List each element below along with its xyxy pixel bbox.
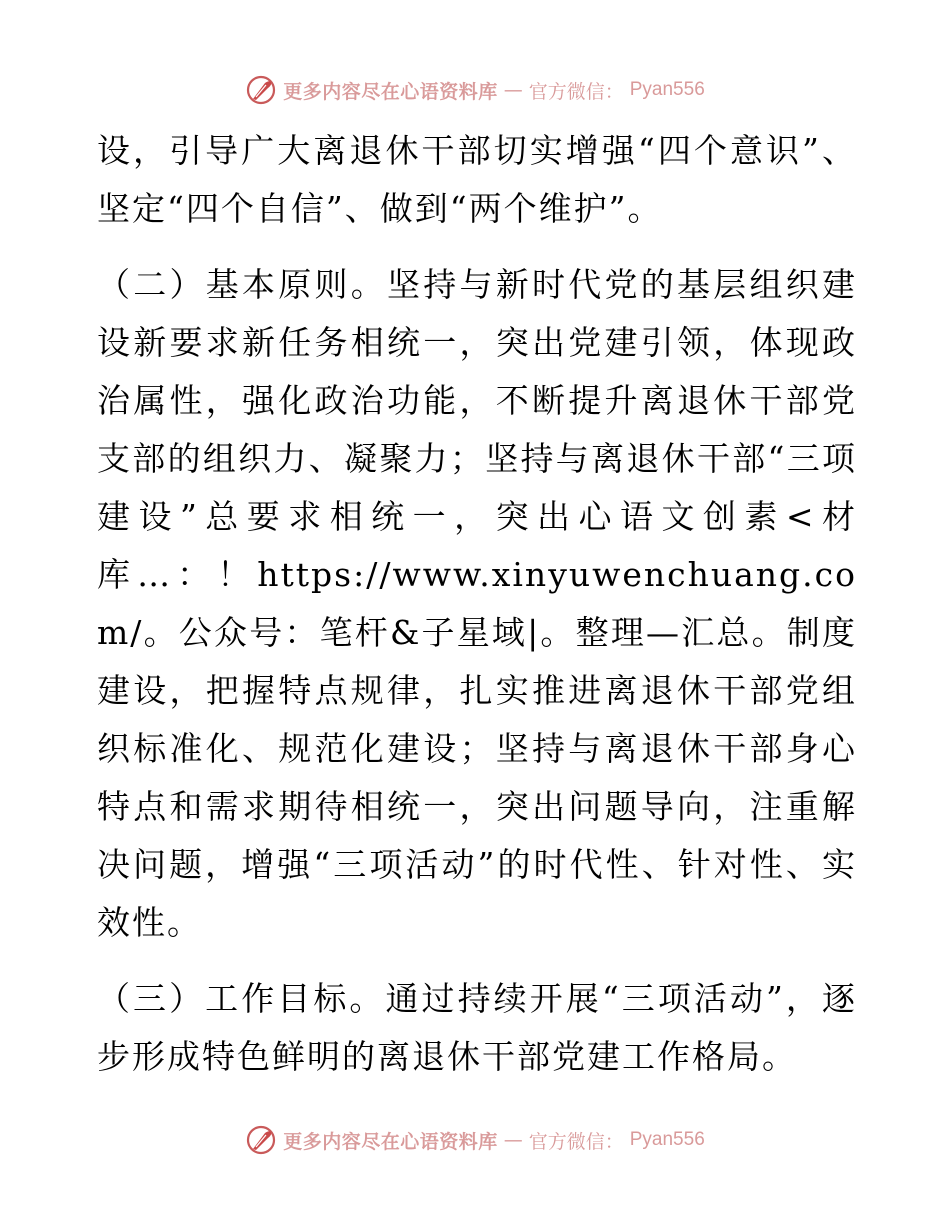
header-watermark bbox=[0, 70, 950, 110]
watermark-separator: — bbox=[503, 1129, 523, 1151]
quill-pen-circle-icon bbox=[245, 1124, 277, 1156]
paragraph-continuation: 设，引导广大离退休干部切实增强“四个意识”、坚定“四个自信”、做到“两个维护”。 bbox=[97, 131, 857, 228]
watermark-wechat-id: Pyan556 bbox=[629, 79, 705, 100]
watermark-brand-text: 更多内容尽在心语资料库 bbox=[283, 80, 498, 103]
document-body bbox=[97, 122, 857, 1086]
quill-pen-circle-icon bbox=[245, 74, 277, 106]
footer-watermark bbox=[0, 1120, 950, 1160]
watermark-wechat-label: 官方微信： bbox=[528, 80, 624, 103]
paragraph-basic-principles: （二）基本原则。坚持与新时代党的基层组织建设新要求新任务相统一，突出党建引领，体现政治属性，强化政治功能，不断提升离退休干部党支部的组织力、凝聚力；坚持与离退休干部“三项建设”总要求相统一，突出心语文创素<材库…：！https://www.xinyuwenchuang.com/。公众号：笔杆&子星域|。整理—汇总。制度建设，把握特点规律，扎实推进离退休干部党组织标准化、规范化建设；坚持与离退休干部身心特点和需求期待相统一，突出问题导向，注重解决问题，增强“三项活动”的时代性、针对性、实效性。 bbox=[97, 265, 857, 942]
watermark-brand-footer bbox=[245, 1124, 705, 1156]
paragraph-work-goals: （三）工作目标。通过持续开展“三项活动”，逐步形成特色鲜明的离退休干部党建工作格局。 bbox=[97, 979, 857, 1076]
watermark-brand bbox=[245, 74, 705, 106]
watermark-brand-text: 更多内容尽在心语资料库 bbox=[283, 1130, 498, 1153]
watermark-wechat-id: Pyan556 bbox=[629, 1129, 705, 1150]
watermark-wechat-label: 官方微信： bbox=[528, 1130, 624, 1153]
watermark-separator: — bbox=[503, 79, 523, 101]
